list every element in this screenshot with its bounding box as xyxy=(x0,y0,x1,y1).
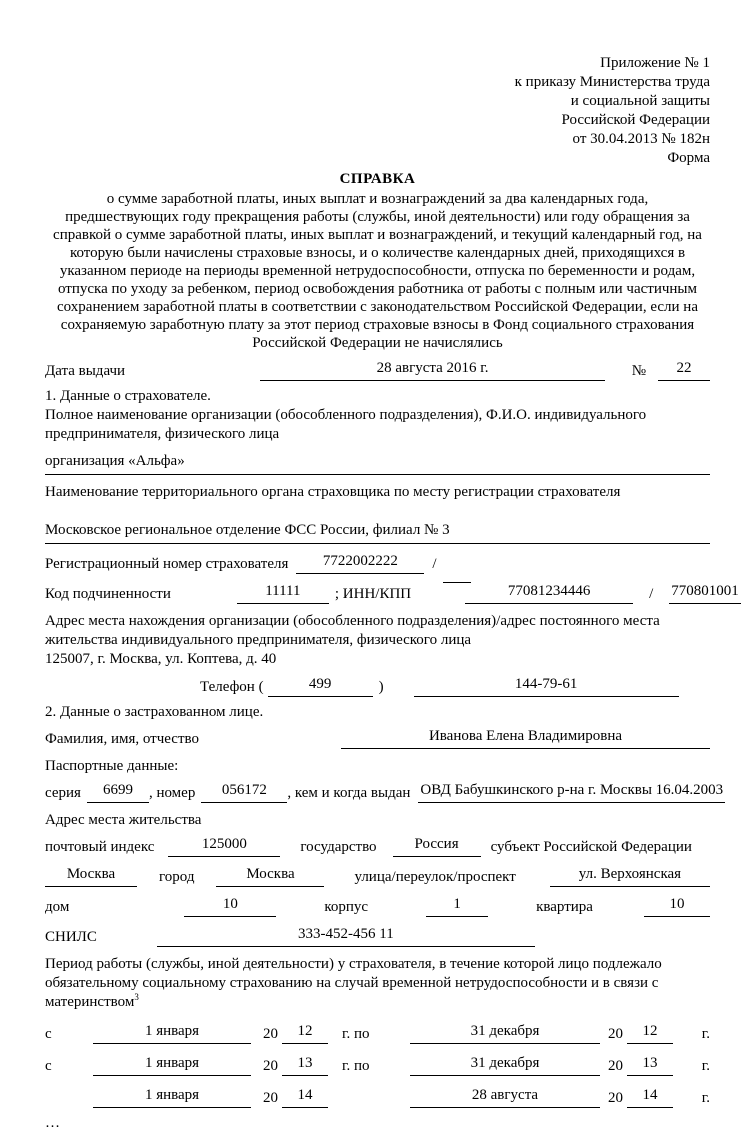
subordination-value: 11111 xyxy=(237,582,329,604)
phone-label: Телефон ( xyxy=(200,679,264,695)
state-label: государство xyxy=(300,839,377,855)
apartment-value: 10 xyxy=(644,895,710,917)
issue-date-label: Дата выдачи xyxy=(45,363,126,379)
passport-row xyxy=(45,781,724,803)
kpp-value: 770801001 xyxy=(669,582,741,604)
period-year-suffix: г. xyxy=(701,1090,710,1106)
continuation-ellipsis: … xyxy=(45,1115,62,1131)
period-row xyxy=(45,1022,710,1044)
subordination-row xyxy=(45,582,739,604)
period-from-century: 20 xyxy=(263,1090,278,1106)
passport-number-label: , номер xyxy=(148,785,196,801)
reg-number-label: Регистрационный номер страхователя xyxy=(45,556,289,572)
form-title: СПРАВКА xyxy=(339,171,416,187)
phone-code-value: 499 xyxy=(268,675,373,697)
org-address-label: Адрес места нахождения организации (обособленного подразделения)/адрес постоянного места жительства индивидуального предпринимателя, физического лица xyxy=(45,613,660,648)
snils-row xyxy=(45,925,710,947)
issue-number-label: № xyxy=(631,363,646,379)
period-from-year: 14 xyxy=(282,1086,328,1108)
passport-label: Паспортные данные: xyxy=(45,758,179,774)
period-from-date: 1 января xyxy=(93,1054,251,1076)
passport-issued-label: , кем и когда выдан xyxy=(287,785,411,801)
section2-heading: 2. Данные о застрахованном лице. xyxy=(45,704,264,720)
period-row xyxy=(45,1054,710,1076)
apartment-label: квартира xyxy=(536,899,593,915)
period-from-label: с xyxy=(45,1058,52,1074)
section1-heading: 1. Данные о страхователе. xyxy=(45,388,211,404)
period-from-year: 13 xyxy=(282,1054,328,1076)
period-to-label: г. по xyxy=(342,1058,370,1074)
building-label: корпус xyxy=(324,899,369,915)
phone-number-value: 144-79-61 xyxy=(414,675,679,697)
form-approval-header xyxy=(45,54,710,168)
fio-label: Фамилия, имя, отчество xyxy=(45,731,199,747)
snils-value: 333-452-456 11 xyxy=(157,925,535,947)
inn-kpp-label: ; ИНН/КПП xyxy=(334,586,412,602)
territorial-label: Наименование территориального органа страховщика по месту регистрации страхователя xyxy=(45,484,621,500)
period-from-century: 20 xyxy=(263,1058,278,1074)
street-value: ул. Верхоянская xyxy=(550,865,710,887)
period-from-date: 1 января xyxy=(93,1022,251,1044)
header-line: и социальной защиты xyxy=(570,93,710,109)
city-value: Москва xyxy=(216,865,324,887)
house-value: 10 xyxy=(184,895,276,917)
org-address-value: 125007, г. Москва, ул. Коптева, д. 40 xyxy=(45,651,277,667)
period-to-year: 12 xyxy=(627,1022,673,1044)
region-value: Москва xyxy=(45,865,137,887)
passport-issued-value: ОВД Бабушкинского р-на г. Москвы 16.04.2003 xyxy=(418,781,725,803)
passport-series-label: серия xyxy=(45,785,81,801)
period-to-date: 28 августа xyxy=(410,1086,600,1108)
fio-row xyxy=(45,727,710,749)
org-name-value: организация «Альфа» xyxy=(45,452,710,475)
house-label: дом xyxy=(45,899,70,915)
passport-number-value: 056172 xyxy=(201,781,287,803)
periods-intro-text: Период работы (службы, иной деятельности) у страхователя, в течение которой лицо подлежало обязательному социальному страхованию на случай временной нетрудоспособности и в связи с материнством xyxy=(45,956,662,1010)
form-description: о сумме заработной платы, иных выплат и вознаграждений за два календарных года, предшествующих году прекращения работы (службы, иной деятельности) или году обращения за справкой о сумме заработной платы, иных выплат и вознаграждений, и текущий календарный год, на которую были начислены страховые взносы, и о количестве календарных дней, приходящихся в указанном периоде на периоды временной нетрудоспособности, отпуска по беременности и родам, отпуска по уходу за ребенком, период освобождения работника от работы с полным или частичным сохранением заработной платы в соответствии с законодательством Российской Федерации, если на сохраняемую заработную плату за этот период страховые взносы в Фонд социального страхования Российской Федерации не начислялись xyxy=(53,191,702,351)
period-to-year: 13 xyxy=(627,1054,673,1076)
period-to-date: 31 декабря xyxy=(410,1022,600,1044)
street-label: улица/переулок/проспект xyxy=(354,869,516,885)
city-row xyxy=(45,865,710,887)
fio-value: Иванова Елена Владимировна xyxy=(341,727,710,749)
period-from-century: 20 xyxy=(263,1026,278,1042)
subordination-label: Код подчиненности xyxy=(45,586,171,602)
footnote-mark: 3 xyxy=(134,992,139,1002)
reg-number-value: 7722002222 xyxy=(296,552,424,574)
period-from-label: с xyxy=(45,1026,52,1042)
issue-row xyxy=(45,359,710,381)
header-line: от 30.04.2013 № 182н xyxy=(572,131,710,147)
state-value: Россия xyxy=(393,835,481,857)
house-row xyxy=(45,895,710,917)
period-from-year: 12 xyxy=(282,1022,328,1044)
header-line: Российской Федерации xyxy=(561,112,710,128)
inn-value: 77081234446 xyxy=(465,582,633,604)
passport-series-value: 6699 xyxy=(87,781,149,803)
phone-row xyxy=(45,675,710,697)
region-label: субъект Российской Федерации xyxy=(490,839,692,855)
postal-row xyxy=(45,835,710,857)
periods-intro xyxy=(45,955,710,1012)
issue-date-value: 28 августа 2016 г. xyxy=(260,359,605,381)
city-label: город xyxy=(159,869,195,885)
period-to-date: 31 декабря xyxy=(410,1054,600,1076)
reg-number-separator: / xyxy=(432,556,437,572)
snils-label: СНИЛС xyxy=(45,929,97,945)
reg-number-row xyxy=(45,552,710,574)
period-to-year: 14 xyxy=(627,1086,673,1108)
period-year-suffix: г. xyxy=(701,1026,710,1042)
building-value: 1 xyxy=(426,895,488,917)
inn-kpp-separator: / xyxy=(649,586,654,602)
header-line: Приложение № 1 xyxy=(600,55,710,71)
period-to-century: 20 xyxy=(608,1058,623,1074)
period-to-label: г. по xyxy=(342,1026,370,1042)
header-line: к приказу Министерства труда xyxy=(514,74,710,90)
issue-number-value: 22 xyxy=(658,359,710,381)
reg-number-extra-field xyxy=(443,564,471,583)
postal-label: почтовый индекс xyxy=(45,839,155,855)
period-year-suffix: г. xyxy=(701,1058,710,1074)
org-name-label: Полное наименование организации (обособленного подразделения), Ф.И.О. индивидуального предпринимателя, физического лица xyxy=(45,407,647,442)
period-to-century: 20 xyxy=(608,1090,623,1106)
territorial-value: Московское региональное отделение ФСС России, филиал № 3 xyxy=(45,521,710,544)
phone-close-paren: ) xyxy=(378,679,384,695)
period-to-century: 20 xyxy=(608,1026,623,1042)
header-line: Форма xyxy=(667,150,710,166)
period-row xyxy=(45,1086,710,1108)
postal-value: 125000 xyxy=(168,835,280,857)
residence-label: Адрес места жительства xyxy=(45,812,202,828)
period-from-date: 1 января xyxy=(93,1086,251,1108)
